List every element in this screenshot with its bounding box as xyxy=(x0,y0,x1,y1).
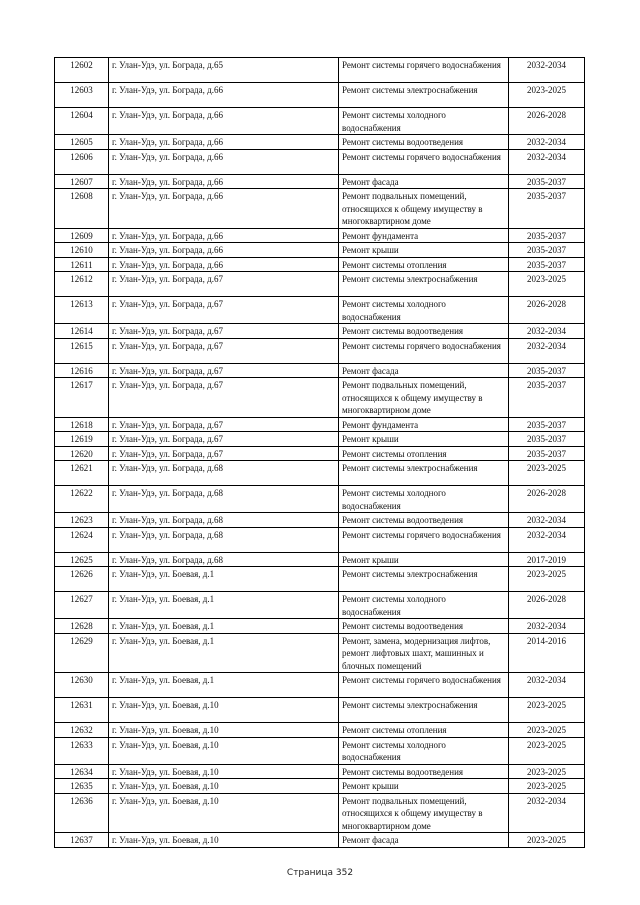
row-address: г. Улан-Удэ, ул. Бограда, д.67 xyxy=(109,378,339,418)
row-address: г. Улан-Удэ, ул. Боевая, д.1 xyxy=(109,619,339,634)
row-number: 12619 xyxy=(55,432,109,447)
row-address: г. Улан-Удэ, ул. Боевая, д.10 xyxy=(109,779,339,794)
row-period: 2032-2034 xyxy=(509,58,585,83)
row-address: г. Улан-Удэ, ул. Бограда, д.66 xyxy=(109,83,339,108)
row-work-type: Ремонт системы водоотведения xyxy=(339,135,509,150)
row-work-type: Ремонт подвальных помещений, относящихся к общему имуществу в многоквартирном доме xyxy=(339,378,509,418)
row-period: 2032-2034 xyxy=(509,793,585,833)
row-address: г. Улан-Удэ, ул. Боевая, д.1 xyxy=(109,673,339,698)
table-row xyxy=(55,189,585,229)
table-row xyxy=(55,673,585,698)
table-row xyxy=(55,378,585,418)
row-work-type: Ремонт системы водоотведения xyxy=(339,324,509,339)
table-row xyxy=(55,135,585,150)
row-number: 12623 xyxy=(55,513,109,528)
row-number: 12612 xyxy=(55,272,109,297)
row-work-type: Ремонт системы отопления xyxy=(339,446,509,461)
row-work-type: Ремонт системы водоотведения xyxy=(339,513,509,528)
row-period: 2032-2034 xyxy=(509,324,585,339)
row-address: г. Улан-Удэ, ул. Боевая, д.10 xyxy=(109,833,339,848)
row-number: 12632 xyxy=(55,723,109,738)
row-address: г. Улан-Удэ, ул. Бограда, д.66 xyxy=(109,174,339,189)
row-number: 12608 xyxy=(55,189,109,229)
row-address: г. Улан-Удэ, ул. Боевая, д.10 xyxy=(109,723,339,738)
row-address: г. Улан-Удэ, ул. Бограда, д.67 xyxy=(109,363,339,378)
row-address: г. Улан-Удэ, ул. Бограда, д.66 xyxy=(109,189,339,229)
row-work-type: Ремонт системы водоотведения xyxy=(339,764,509,779)
row-work-type: Ремонт системы холодного водоснабжения xyxy=(339,486,509,513)
table-row xyxy=(55,633,585,673)
row-work-type: Ремонт подвальных помещений, относящихся к общему имуществу в многоквартирном доме xyxy=(339,189,509,229)
row-address: г. Улан-Удэ, ул. Бограда, д.65 xyxy=(109,58,339,83)
row-period: 2035-2037 xyxy=(509,446,585,461)
table-row xyxy=(55,619,585,634)
row-number: 12628 xyxy=(55,619,109,634)
table-row xyxy=(55,432,585,447)
row-address: г. Улан-Удэ, ул. Боевая, д.10 xyxy=(109,764,339,779)
row-address: г. Улан-Удэ, ул. Боевая, д.1 xyxy=(109,567,339,592)
row-period: 2023-2025 xyxy=(509,833,585,848)
row-work-type: Ремонт системы горячего водоснабжения xyxy=(339,149,509,174)
row-number: 12617 xyxy=(55,378,109,418)
row-period: 2032-2034 xyxy=(509,527,585,552)
row-period: 2035-2037 xyxy=(509,378,585,418)
table-row xyxy=(55,793,585,833)
row-work-type: Ремонт системы водоотведения xyxy=(339,619,509,634)
table-row xyxy=(55,108,585,135)
table-row xyxy=(55,417,585,432)
row-address: г. Улан-Удэ, ул. Боевая, д.10 xyxy=(109,698,339,723)
row-address: г. Улан-Удэ, ул. Бограда, д.66 xyxy=(109,135,339,150)
table-row xyxy=(55,338,585,363)
row-work-type: Ремонт системы горячего водоснабжения xyxy=(339,58,509,83)
row-period: 2032-2034 xyxy=(509,338,585,363)
row-period: 2035-2037 xyxy=(509,363,585,378)
table-row xyxy=(55,243,585,258)
table-row xyxy=(55,461,585,486)
row-work-type: Ремонт крыши xyxy=(339,432,509,447)
table-row xyxy=(55,486,585,513)
row-period: 2023-2025 xyxy=(509,567,585,592)
row-address: г. Улан-Удэ, ул. Бограда, д.67 xyxy=(109,446,339,461)
row-address: г. Улан-Удэ, ул. Бограда, д.66 xyxy=(109,243,339,258)
table-row xyxy=(55,567,585,592)
row-work-type: Ремонт крыши xyxy=(339,779,509,794)
row-address: г. Улан-Удэ, ул. Бограда, д.66 xyxy=(109,228,339,243)
row-address: г. Улан-Удэ, ул. Бограда, д.67 xyxy=(109,417,339,432)
row-work-type: Ремонт системы горячего водоснабжения xyxy=(339,338,509,363)
row-work-type: Ремонт системы горячего водоснабжения xyxy=(339,527,509,552)
row-work-type: Ремонт фасада xyxy=(339,363,509,378)
row-address: г. Улан-Удэ, ул. Бограда, д.67 xyxy=(109,297,339,324)
row-number: 12636 xyxy=(55,793,109,833)
row-number: 12603 xyxy=(55,83,109,108)
capital-repair-table xyxy=(54,57,585,848)
row-work-type: Ремонт системы электроснабжения xyxy=(339,272,509,297)
row-period: 2023-2025 xyxy=(509,461,585,486)
row-period: 2035-2037 xyxy=(509,257,585,272)
table-row xyxy=(55,83,585,108)
row-number: 12629 xyxy=(55,633,109,673)
row-period: 2026-2028 xyxy=(509,486,585,513)
row-period: 2023-2025 xyxy=(509,764,585,779)
row-number: 12607 xyxy=(55,174,109,189)
row-number: 12613 xyxy=(55,297,109,324)
row-period: 2023-2025 xyxy=(509,698,585,723)
row-period: 2014-2016 xyxy=(509,633,585,673)
row-address: г. Улан-Удэ, ул. Бограда, д.66 xyxy=(109,257,339,272)
row-number: 12615 xyxy=(55,338,109,363)
row-work-type: Ремонт системы электроснабжения xyxy=(339,567,509,592)
row-number: 12637 xyxy=(55,833,109,848)
row-number: 12604 xyxy=(55,108,109,135)
row-address: г. Улан-Удэ, ул. Боевая, д.10 xyxy=(109,737,339,764)
row-work-type: Ремонт системы холодного водоснабжения xyxy=(339,592,509,619)
row-work-type: Ремонт фасада xyxy=(339,174,509,189)
row-address: г. Улан-Удэ, ул. Боевая, д.1 xyxy=(109,592,339,619)
row-work-type: Ремонт крыши xyxy=(339,552,509,567)
row-period: 2026-2028 xyxy=(509,592,585,619)
row-work-type: Ремонт фундамента xyxy=(339,417,509,432)
row-number: 12616 xyxy=(55,363,109,378)
row-period: 2035-2037 xyxy=(509,189,585,229)
row-period: 2026-2028 xyxy=(509,297,585,324)
table-row xyxy=(55,723,585,738)
row-period: 2032-2034 xyxy=(509,619,585,634)
row-work-type: Ремонт крыши xyxy=(339,243,509,258)
table-row xyxy=(55,737,585,764)
row-address: г. Улан-Удэ, ул. Бограда, д.67 xyxy=(109,324,339,339)
table-row xyxy=(55,58,585,83)
row-number: 12621 xyxy=(55,461,109,486)
row-number: 12609 xyxy=(55,228,109,243)
row-work-type: Ремонт системы электроснабжения xyxy=(339,461,509,486)
row-number: 12618 xyxy=(55,417,109,432)
table-row xyxy=(55,552,585,567)
table-row xyxy=(55,764,585,779)
row-period: 2023-2025 xyxy=(509,723,585,738)
row-number: 12635 xyxy=(55,779,109,794)
row-number: 12626 xyxy=(55,567,109,592)
row-number: 12611 xyxy=(55,257,109,272)
row-period: 2032-2034 xyxy=(509,673,585,698)
page-number: Страница 352 xyxy=(286,868,354,878)
table-row xyxy=(55,592,585,619)
row-number: 12633 xyxy=(55,737,109,764)
row-work-type: Ремонт системы электроснабжения xyxy=(339,698,509,723)
row-work-type: Ремонт, замена, модернизация лифтов, ремонт лифтовых шахт, машинных и блочных помещений xyxy=(339,633,509,673)
row-number: 12624 xyxy=(55,527,109,552)
row-period: 2032-2034 xyxy=(509,513,585,528)
table-row xyxy=(55,272,585,297)
row-number: 12620 xyxy=(55,446,109,461)
row-work-type: Ремонт системы электроснабжения xyxy=(339,83,509,108)
row-period: 2035-2037 xyxy=(509,417,585,432)
row-work-type: Ремонт системы отопления xyxy=(339,723,509,738)
row-number: 12634 xyxy=(55,764,109,779)
table-row xyxy=(55,527,585,552)
row-number: 12622 xyxy=(55,486,109,513)
row-address: г. Улан-Удэ, ул. Боевая, д.10 xyxy=(109,793,339,833)
row-period: 2032-2034 xyxy=(509,135,585,150)
row-period: 2023-2025 xyxy=(509,779,585,794)
row-period: 2035-2037 xyxy=(509,228,585,243)
row-period: 2023-2025 xyxy=(509,83,585,108)
row-work-type: Ремонт фундамента xyxy=(339,228,509,243)
row-number: 12610 xyxy=(55,243,109,258)
row-address: г. Улан-Удэ, ул. Бограда, д.68 xyxy=(109,461,339,486)
row-number: 12602 xyxy=(55,58,109,83)
table-row xyxy=(55,257,585,272)
row-period: 2023-2025 xyxy=(509,737,585,764)
row-address: г. Улан-Удэ, ул. Бограда, д.66 xyxy=(109,149,339,174)
row-period: 2026-2028 xyxy=(509,108,585,135)
table-row xyxy=(55,363,585,378)
row-address: г. Улан-Удэ, ул. Бограда, д.66 xyxy=(109,108,339,135)
row-address: г. Улан-Удэ, ул. Боевая, д.1 xyxy=(109,633,339,673)
row-number: 12625 xyxy=(55,552,109,567)
row-work-type: Ремонт системы холодного водоснабжения xyxy=(339,297,509,324)
row-number: 12630 xyxy=(55,673,109,698)
row-period: 2035-2037 xyxy=(509,432,585,447)
row-work-type: Ремонт подвальных помещений, относящихся к общему имуществу в многоквартирном доме xyxy=(339,793,509,833)
table-row xyxy=(55,779,585,794)
row-number: 12614 xyxy=(55,324,109,339)
table-row xyxy=(55,324,585,339)
row-address: г. Улан-Удэ, ул. Бограда, д.67 xyxy=(109,432,339,447)
table-row xyxy=(55,228,585,243)
row-period: 2035-2037 xyxy=(509,174,585,189)
row-number: 12627 xyxy=(55,592,109,619)
row-work-type: Ремонт системы отопления xyxy=(339,257,509,272)
row-work-type: Ремонт системы горячего водоснабжения xyxy=(339,673,509,698)
row-period: 2032-2034 xyxy=(509,149,585,174)
table-row xyxy=(55,513,585,528)
table-row xyxy=(55,698,585,723)
row-work-type: Ремонт системы холодного водоснабжения xyxy=(339,737,509,764)
row-address: г. Улан-Удэ, ул. Бограда, д.68 xyxy=(109,486,339,513)
row-address: г. Улан-Удэ, ул. Бограда, д.68 xyxy=(109,552,339,567)
table-row xyxy=(55,174,585,189)
row-address: г. Улан-Удэ, ул. Бограда, д.67 xyxy=(109,338,339,363)
row-address: г. Улан-Удэ, ул. Бограда, д.68 xyxy=(109,513,339,528)
row-address: г. Улан-Удэ, ул. Бограда, д.68 xyxy=(109,527,339,552)
table-row xyxy=(55,446,585,461)
table-body xyxy=(55,58,585,848)
row-number: 12606 xyxy=(55,149,109,174)
row-address: г. Улан-Удэ, ул. Бограда, д.67 xyxy=(109,272,339,297)
table-row xyxy=(55,833,585,848)
row-work-type: Ремонт системы холодного водоснабжения xyxy=(339,108,509,135)
table-row xyxy=(55,149,585,174)
row-number: 12605 xyxy=(55,135,109,150)
row-period: 2017-2019 xyxy=(509,552,585,567)
row-number: 12631 xyxy=(55,698,109,723)
row-period: 2023-2025 xyxy=(509,272,585,297)
row-period: 2035-2037 xyxy=(509,243,585,258)
row-work-type: Ремонт фасада xyxy=(339,833,509,848)
table-row xyxy=(55,297,585,324)
